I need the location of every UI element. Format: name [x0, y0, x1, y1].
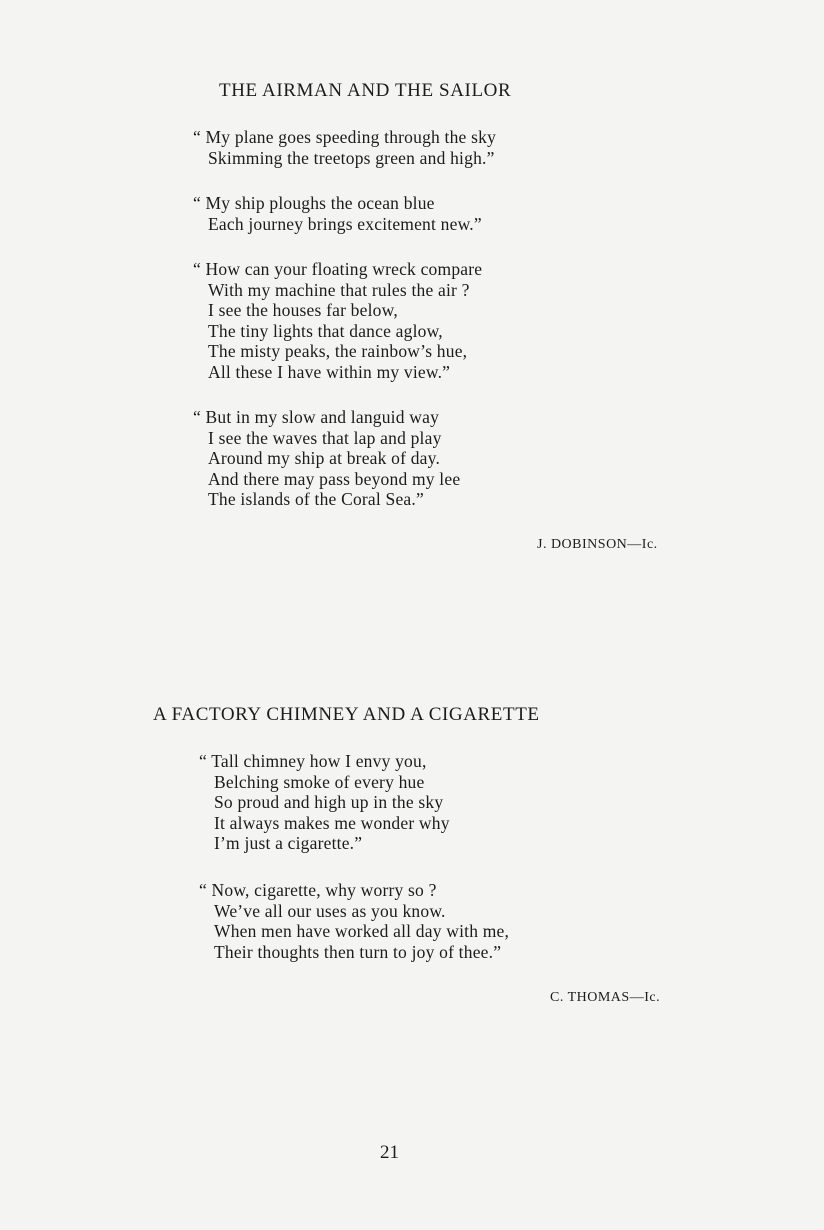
poem-title: THE AIRMAN AND THE SAILOR [219, 80, 512, 101]
poem-author: J. DOBINSON—Ic. [537, 537, 658, 552]
poem-line: So proud and high up in the sky [214, 792, 444, 813]
poem-line: “ My ship ploughs the ocean blue [193, 193, 435, 213]
poem-line: I’m just a cigarette.” [214, 833, 363, 854]
poem-line: “ How can your floating wreck compare [193, 259, 483, 279]
poem-title: A FACTORY CHIMNEY AND A CIGARETTE [153, 704, 540, 725]
poem-line: When men have worked all day with me, [214, 921, 510, 942]
poem-line: The tiny lights that dance aglow, [208, 320, 443, 341]
poem-line: The islands of the Coral Sea.” [208, 489, 424, 510]
poem-line: All these I have within my view.” [208, 361, 451, 382]
page-number: 21 [380, 1142, 399, 1163]
poem-line: We’ve all our uses as you know. [214, 900, 446, 921]
poem-stanza [193, 193, 482, 234]
poem-stanza [193, 259, 482, 383]
poem-line: “ Tall chimney how I envy you, [199, 751, 427, 771]
poem-line: I see the waves that lap and play [208, 427, 442, 448]
poem-stanza [199, 751, 450, 854]
poem-author: C. THOMAS—Ic. [550, 990, 661, 1005]
poem-stanza [193, 127, 496, 168]
poem-line: “ But in my slow and languid way [193, 407, 440, 427]
poem-stanza [199, 880, 509, 962]
poem-line: With my machine that rules the air ? [208, 279, 470, 300]
poem-line: “ My plane goes speeding through the sky [193, 127, 497, 147]
poem-line: The misty peaks, the rainbow’s hue, [208, 341, 468, 362]
poem-line: “ Now, cigarette, why worry so ? [199, 880, 437, 900]
poem-line: It always makes me wonder why [214, 812, 450, 833]
poem-line: Their thoughts then turn to joy of thee.” [214, 941, 502, 962]
poem-line: Each journey brings excitement new.” [208, 213, 482, 234]
poem-line: Around my ship at break of day. [208, 448, 441, 469]
poem-stanza [193, 407, 460, 510]
poem-line: Skimming the treetops green and high.” [208, 147, 495, 168]
poem-line: And there may pass beyond my lee [208, 468, 461, 489]
poem-line: I see the houses far below, [208, 300, 398, 321]
poem-line: Belching smoke of every hue [214, 771, 425, 792]
